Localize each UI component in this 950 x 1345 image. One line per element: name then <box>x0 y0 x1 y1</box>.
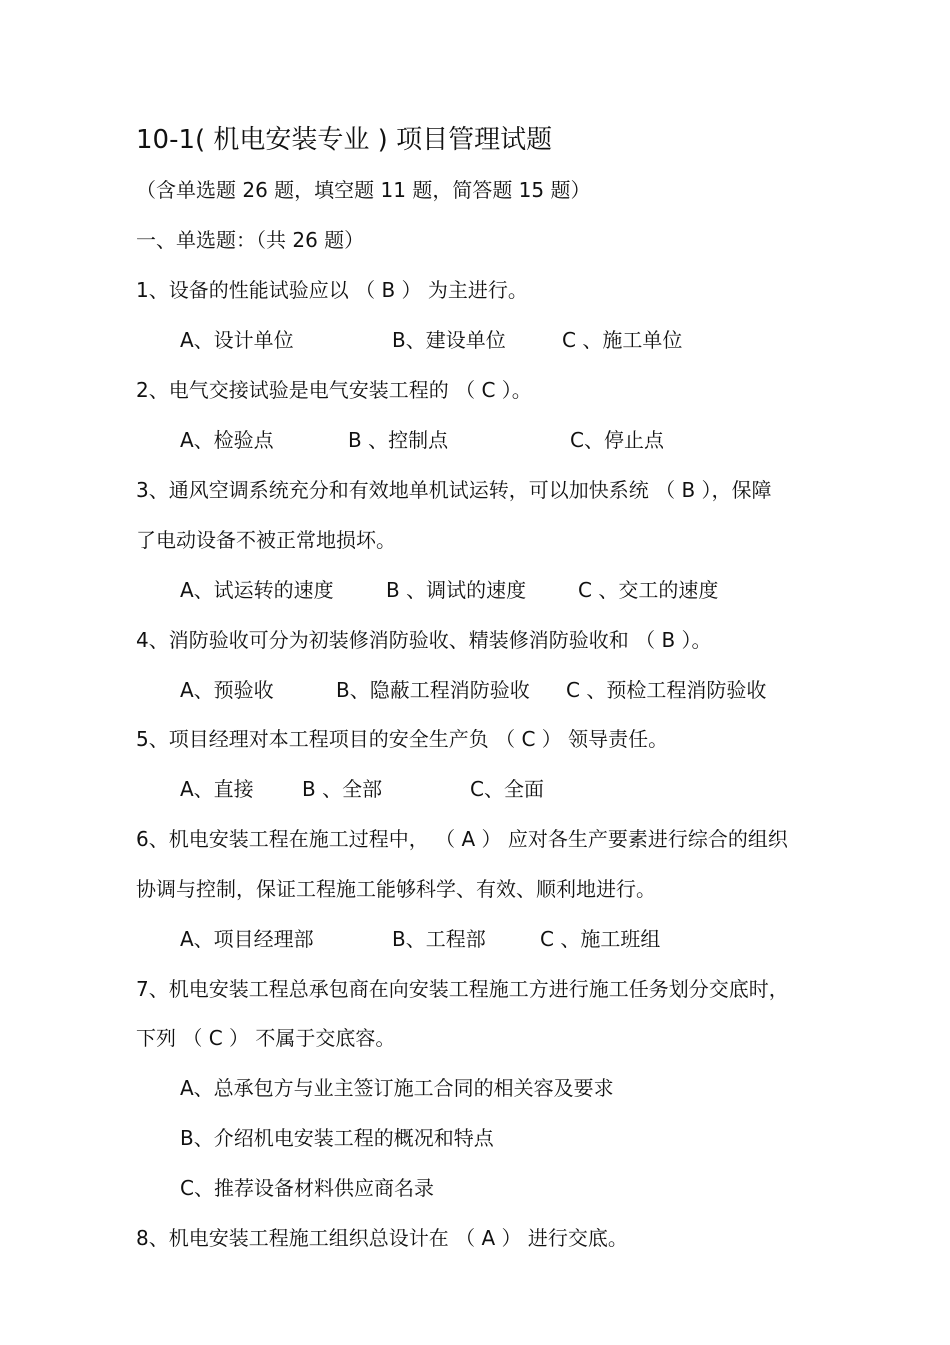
question-5-option-b: B 、全部 <box>302 777 383 801</box>
question-3-option-b: B 、调试的速度 <box>386 578 527 602</box>
question-2-option-a: A、检验点 <box>180 428 274 452</box>
question-7-option-c: C、推荐设备材料供应商名录 <box>180 1176 434 1200</box>
question-1-option-a: A、设计单位 <box>180 328 294 352</box>
question-5-option-c: C、全面 <box>470 777 544 801</box>
question-8-stem: 8、机电安装工程施工组织总设计在 （ A ） 进行交底。 <box>136 1226 628 1250</box>
question-6-option-b: B、工程部 <box>392 927 486 951</box>
question-7-option-b: B、介绍机电安装工程的概况和特点 <box>180 1126 494 1150</box>
question-7-stem-line2: 下列 （ C ） 不属于交底容。 <box>136 1026 396 1050</box>
question-2-option-b: B 、控制点 <box>348 428 449 452</box>
question-3-stem-line1: 3、通风空调系统充分和有效地单机试运转，可以加快系统 （ B ），保障 <box>136 478 772 502</box>
question-7-stem-line1: 7、机电安装工程总承包商在向安装工程施工方进行施工任务划分交底时， <box>136 977 789 1001</box>
question-7-option-a: A、总承包方与业主签订施工合同的相关容及要求 <box>180 1076 614 1100</box>
document-subtitle: （含单选题 26 题，填空题 11 题，简答题 15 题） <box>136 178 591 202</box>
question-6-stem-line2: 协调与控制，保证工程施工能够科学、有效、顺利地进行。 <box>136 877 656 901</box>
question-5-stem: 5、项目经理对本工程项目的安全生产负 （ C ） 领导责任。 <box>136 727 669 751</box>
question-6-option-c: C 、施工班组 <box>540 927 661 951</box>
question-1-option-b: B、建设单位 <box>392 328 506 352</box>
question-6-option-a: A、项目经理部 <box>180 927 314 951</box>
question-4-option-c: C 、预检工程消防验收 <box>566 678 767 702</box>
question-4-option-b: B、隐蔽工程消防验收 <box>336 678 530 702</box>
question-3-option-a: A、试运转的速度 <box>180 578 334 602</box>
section-heading: 一、单选题：（共 26 题） <box>136 228 365 252</box>
question-2-option-c: C、停止点 <box>570 428 664 452</box>
question-3-stem-line2: 了电动设备不被正常地损坏。 <box>136 528 396 552</box>
question-3-option-c: C 、交工的速度 <box>578 578 719 602</box>
document-title: 10-1( 机电安装专业 ) 项目管理试题 <box>136 125 553 155</box>
question-1-stem: 1、设备的性能试验应以 （ B ） 为主进行。 <box>136 278 528 302</box>
question-1-option-c: C 、施工单位 <box>562 328 683 352</box>
question-4-option-a: A、预验收 <box>180 678 274 702</box>
question-2-stem: 2、电气交接试验是电气安装工程的 （ C ）。 <box>136 378 532 402</box>
question-6-stem-line1: 6、机电安装工程在施工过程中， （ A ） 应对各生产要素进行综合的组织 <box>136 827 788 851</box>
question-4-stem: 4、消防验收可分为初装修消防验收、精装修消防验收和 （ B ）。 <box>136 628 712 652</box>
question-5-option-a: A、直接 <box>180 777 254 801</box>
